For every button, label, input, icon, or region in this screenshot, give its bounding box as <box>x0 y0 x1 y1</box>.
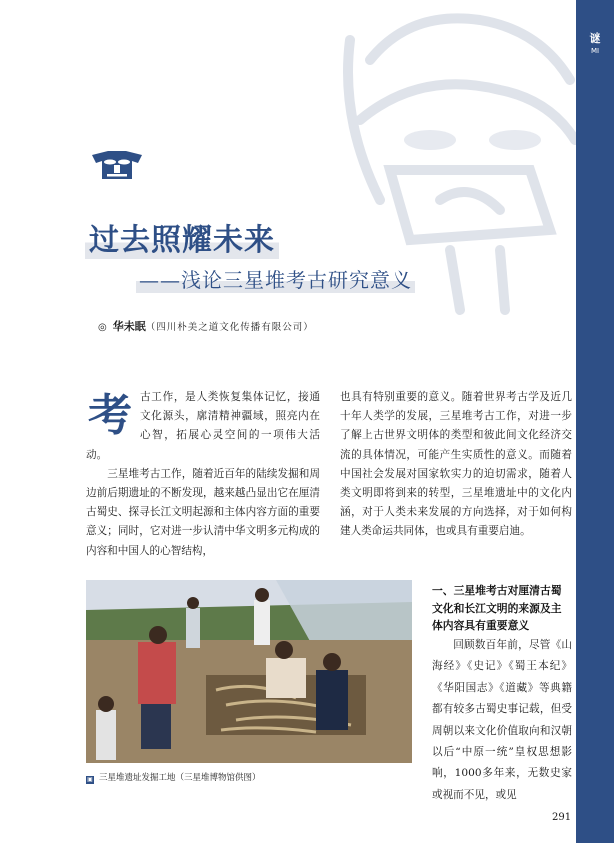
author-name: 华未眠 <box>112 320 146 333</box>
paragraph: 三星堆考古工作，随着近百年的陆续发掘和周边前后期遗址的不断发现，越来越凸显出它在厘清古蜀史、探寻长江文明起源和主体内容方面的重要意义；同时，它对进一步认清中华文明多元构成的内容和中国人的心智结构， <box>86 467 320 557</box>
author-affiliation: （四川朴美之道文化传播有限公司） <box>145 322 314 333</box>
article-title: 过去照耀未来 <box>85 215 279 259</box>
paragraph: 回顾数百年前，尽管《山海经》《史记》《蜀王本纪》《华阳国志》《道藏》等典籍都有较多古蜀史事记载，但受周朝以来文化价值取向和汉朝以后“中原一统”皇权思想影响，1000多年来，无数史家或视而不见，或见 <box>432 639 572 801</box>
drop-cap: 考 <box>88 390 132 441</box>
author-bullet: ◎ <box>98 322 107 333</box>
excavation-photo <box>86 580 412 763</box>
sidebar-label: 谜 <box>589 32 601 45</box>
bronze-mask-icon <box>88 145 146 185</box>
body-column-2 <box>340 388 572 542</box>
caption-text: 三星堆遗址发掘工地（三星堆博物馆供图） <box>99 773 261 783</box>
paragraph: 古工作，是人类恢复集体记忆，接通文化源头，廓清精神疆域，照亮内在心智，拓展心灵空间的一项伟大活动。 <box>86 391 320 461</box>
photo-icon: ▣ <box>87 776 93 783</box>
paragraph: 也具有特别重要的意义。随着世界考古学及近几十年人类学的发展，三星堆考古工作，对进一步了解上古世界文明体的类型和彼此间文化经济交流的具体情况，可能产生实质性的意义。而随着中国社会发展对国家软实力的迫切需求，随着人类文明即将到来的转型，三星堆遗址中的文化内涵，对于人类未来发展的方向选择，对于如何构建人类命运共同体，也或具有重要启迪。 <box>340 391 572 538</box>
body-column-3 <box>432 635 572 806</box>
section-heading: 一、三星堆考古对厘清古蜀文化和长江文明的来源及主体内容具有重要意义 <box>432 584 562 632</box>
page-number: 291 <box>552 812 572 823</box>
sidebar-label-en: MI <box>590 47 600 55</box>
article-subtitle: ——浅论三星堆考古研究意义 <box>136 264 415 293</box>
figure-caption <box>86 771 261 784</box>
author-line <box>98 318 314 334</box>
section-sidebar <box>576 0 614 843</box>
body-column-1 <box>86 388 320 561</box>
